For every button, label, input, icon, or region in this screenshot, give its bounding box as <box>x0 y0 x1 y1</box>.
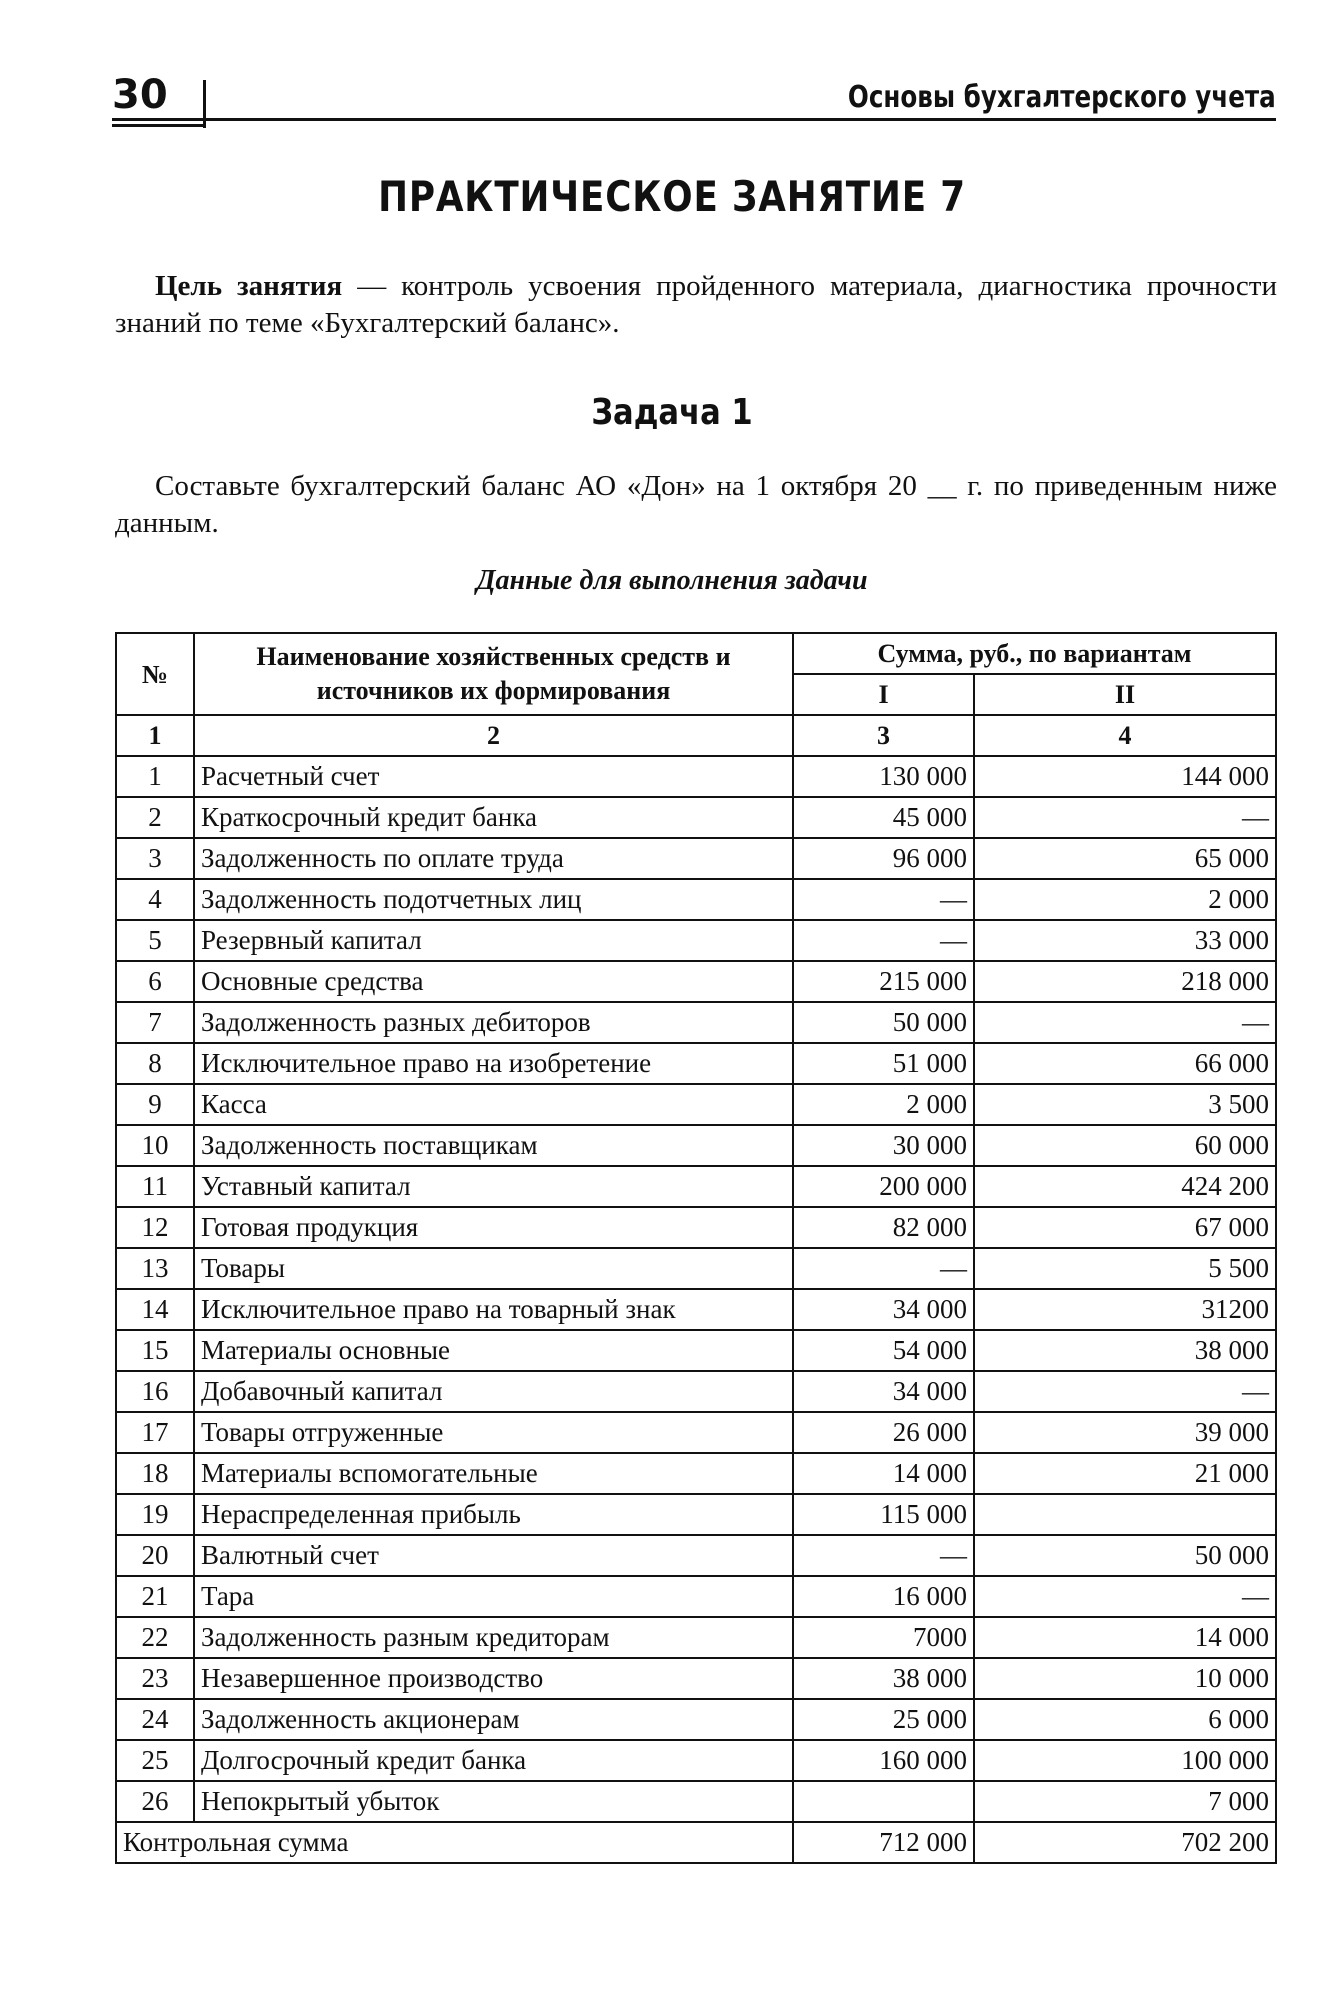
row-variant-2: 39 000 <box>974 1412 1276 1453</box>
total-label: Контрольная сумма <box>116 1822 793 1863</box>
row-variant-1: 45 000 <box>793 797 974 838</box>
row-number: 2 <box>116 797 194 838</box>
total-row <box>116 1822 1276 1863</box>
table-row <box>116 1658 1276 1699</box>
total-v1: 712 000 <box>793 1822 974 1863</box>
row-number: 23 <box>116 1658 194 1699</box>
header-variant-1: I <box>793 674 974 715</box>
row-number: 7 <box>116 1002 194 1043</box>
running-header: Основы бухгалтерского учета <box>848 80 1276 115</box>
row-variant-1: 34 000 <box>793 1289 974 1330</box>
row-name: Краткосрочный кредит банка <box>194 797 793 838</box>
table-row <box>116 1207 1276 1248</box>
table-row <box>116 1289 1276 1330</box>
col-number: 4 <box>974 715 1276 756</box>
table-row <box>116 1371 1276 1412</box>
row-variant-1: 51 000 <box>793 1043 974 1084</box>
row-name: Касса <box>194 1084 793 1125</box>
table-row <box>116 756 1276 797</box>
row-name: Задолженность акционерам <box>194 1699 793 1740</box>
row-variant-2: 424 200 <box>974 1166 1276 1207</box>
row-variant-2: 6 000 <box>974 1699 1276 1740</box>
table-row <box>116 1330 1276 1371</box>
row-name: Задолженность поставщикам <box>194 1125 793 1166</box>
table-row <box>116 920 1276 961</box>
row-name: Товары отгруженные <box>194 1412 793 1453</box>
page-title: ПРАКТИЧЕСКОЕ ЗАНЯТИЕ 7 <box>378 172 966 221</box>
row-variant-1: — <box>793 879 974 920</box>
row-variant-1: 7000 <box>793 1617 974 1658</box>
row-variant-1: 200 000 <box>793 1166 974 1207</box>
table-row <box>116 961 1276 1002</box>
row-variant-1: 54 000 <box>793 1330 974 1371</box>
row-variant-2: — <box>974 1576 1276 1617</box>
task-heading: Задача 1 <box>591 392 753 433</box>
row-variant-1: 215 000 <box>793 961 974 1002</box>
data-table <box>115 632 1277 1864</box>
row-variant-1: 115 000 <box>793 1494 974 1535</box>
row-name: Добавочный капитал <box>194 1371 793 1412</box>
table-row <box>116 1494 1276 1535</box>
row-variant-1: 14 000 <box>793 1453 974 1494</box>
row-number: 12 <box>116 1207 194 1248</box>
row-variant-2: — <box>974 797 1276 838</box>
row-variant-1: 34 000 <box>793 1371 974 1412</box>
row-name: Материалы основные <box>194 1330 793 1371</box>
row-name: Нераспределенная прибыль <box>194 1494 793 1535</box>
goal-label: Цель занятия <box>155 270 343 302</box>
row-variant-2: 100 000 <box>974 1740 1276 1781</box>
row-name: Задолженность подотчетных лиц <box>194 879 793 920</box>
row-name: Исключительное право на изобретение <box>194 1043 793 1084</box>
table-row <box>116 1125 1276 1166</box>
row-number: 24 <box>116 1699 194 1740</box>
row-name: Долгосрочный кредит банка <box>194 1740 793 1781</box>
row-number: 5 <box>116 920 194 961</box>
row-name: Тара <box>194 1576 793 1617</box>
row-variant-1: 130 000 <box>793 756 974 797</box>
row-number: 16 <box>116 1371 194 1412</box>
table-caption: Данные для выполнения задачи <box>476 565 868 596</box>
row-variant-2: 3 500 <box>974 1084 1276 1125</box>
row-name: Задолженность разным кредиторам <box>194 1617 793 1658</box>
row-number: 9 <box>116 1084 194 1125</box>
table-row <box>116 1248 1276 1289</box>
row-variant-1 <box>793 1781 974 1822</box>
row-variant-1: 30 000 <box>793 1125 974 1166</box>
table-row <box>116 797 1276 838</box>
row-name: Основные средства <box>194 961 793 1002</box>
row-variant-2: — <box>974 1002 1276 1043</box>
row-number: 11 <box>116 1166 194 1207</box>
row-variant-2 <box>974 1494 1276 1535</box>
row-name: Задолженность разных дебиторов <box>194 1002 793 1043</box>
table-row <box>116 1166 1276 1207</box>
row-number: 3 <box>116 838 194 879</box>
table-row <box>116 1699 1276 1740</box>
row-variant-1: — <box>793 1248 974 1289</box>
row-number: 1 <box>116 756 194 797</box>
table-row <box>116 1781 1276 1822</box>
header-sum: Сумма, руб., по вариантам <box>793 633 1276 674</box>
table-row <box>116 1740 1276 1781</box>
row-variant-2: 14 000 <box>974 1617 1276 1658</box>
row-number: 25 <box>116 1740 194 1781</box>
header-num: № <box>116 633 194 715</box>
row-variant-1: — <box>793 1535 974 1576</box>
row-number: 14 <box>116 1289 194 1330</box>
col-number: 1 <box>116 715 194 756</box>
table-row <box>116 1043 1276 1084</box>
row-name: Готовая продукция <box>194 1207 793 1248</box>
row-variant-2: 2 000 <box>974 879 1276 920</box>
col-number: 2 <box>194 715 793 756</box>
header-divider <box>112 124 204 127</box>
col-number: 3 <box>793 715 974 756</box>
table-row <box>116 1535 1276 1576</box>
row-variant-2: 67 000 <box>974 1207 1276 1248</box>
row-variant-1: 50 000 <box>793 1002 974 1043</box>
row-variant-1: 26 000 <box>793 1412 974 1453</box>
row-number: 13 <box>116 1248 194 1289</box>
row-variant-2: 33 000 <box>974 920 1276 961</box>
row-variant-2: — <box>974 1371 1276 1412</box>
header-rule <box>112 118 1276 121</box>
row-variant-2: 66 000 <box>974 1043 1276 1084</box>
row-name: Исключительное право на товарный знак <box>194 1289 793 1330</box>
row-name: Расчетный счет <box>194 756 793 797</box>
row-number: 18 <box>116 1453 194 1494</box>
goal-paragraph <box>115 268 1277 342</box>
task-text: Составьте бухгалтерский баланс АО «Дон» на 1 октября 20 __ г. по приведенным ниже данным. <box>115 470 1277 539</box>
row-number: 17 <box>116 1412 194 1453</box>
row-name: Уставный капитал <box>194 1166 793 1207</box>
row-variant-1: 16 000 <box>793 1576 974 1617</box>
row-variant-1: 82 000 <box>793 1207 974 1248</box>
row-variant-2: 144 000 <box>974 756 1276 797</box>
row-number: 26 <box>116 1781 194 1822</box>
row-variant-2: 31200 <box>974 1289 1276 1330</box>
table-row <box>116 879 1276 920</box>
row-variant-2: 10 000 <box>974 1658 1276 1699</box>
table-row <box>116 1576 1276 1617</box>
row-variant-2: 21 000 <box>974 1453 1276 1494</box>
row-variant-2: 7 000 <box>974 1781 1276 1822</box>
row-variant-1: 160 000 <box>793 1740 974 1781</box>
row-name: Задолженность по оплате труда <box>194 838 793 879</box>
row-name: Непокрытый убыток <box>194 1781 793 1822</box>
row-name: Материалы вспомогательные <box>194 1453 793 1494</box>
row-name: Незавершенное производство <box>194 1658 793 1699</box>
row-variant-1: — <box>793 920 974 961</box>
row-variant-2: 5 500 <box>974 1248 1276 1289</box>
row-number: 8 <box>116 1043 194 1084</box>
row-variant-2: 38 000 <box>974 1330 1276 1371</box>
row-name: Резервный капитал <box>194 920 793 961</box>
row-variant-2: 218 000 <box>974 961 1276 1002</box>
row-number: 22 <box>116 1617 194 1658</box>
row-variant-1: 25 000 <box>793 1699 974 1740</box>
row-name: Валютный счет <box>194 1535 793 1576</box>
row-number: 4 <box>116 879 194 920</box>
row-number: 21 <box>116 1576 194 1617</box>
table-row <box>116 838 1276 879</box>
row-variant-2: 65 000 <box>974 838 1276 879</box>
table-row <box>116 1084 1276 1125</box>
row-number: 10 <box>116 1125 194 1166</box>
table-row <box>116 1453 1276 1494</box>
page-number: 30 <box>112 72 168 118</box>
row-variant-2: 60 000 <box>974 1125 1276 1166</box>
header-name: Наименование хозяйственных средств и источников их формирования <box>194 633 793 715</box>
total-v2: 702 200 <box>974 1822 1276 1863</box>
table-row <box>116 1002 1276 1043</box>
header-variant-2: II <box>974 674 1276 715</box>
table-row <box>116 1412 1276 1453</box>
row-variant-1: 2 000 <box>793 1084 974 1125</box>
row-variant-1: 38 000 <box>793 1658 974 1699</box>
goal-text: — контроль усвоения пройденного материала, диагностика прочности знаний по теме «Бухгалтерский баланс». <box>115 270 1277 339</box>
row-number: 6 <box>116 961 194 1002</box>
table-row <box>116 1617 1276 1658</box>
row-variant-2: 50 000 <box>974 1535 1276 1576</box>
row-number: 20 <box>116 1535 194 1576</box>
row-variant-1: 96 000 <box>793 838 974 879</box>
row-number: 19 <box>116 1494 194 1535</box>
row-name: Товары <box>194 1248 793 1289</box>
row-number: 15 <box>116 1330 194 1371</box>
